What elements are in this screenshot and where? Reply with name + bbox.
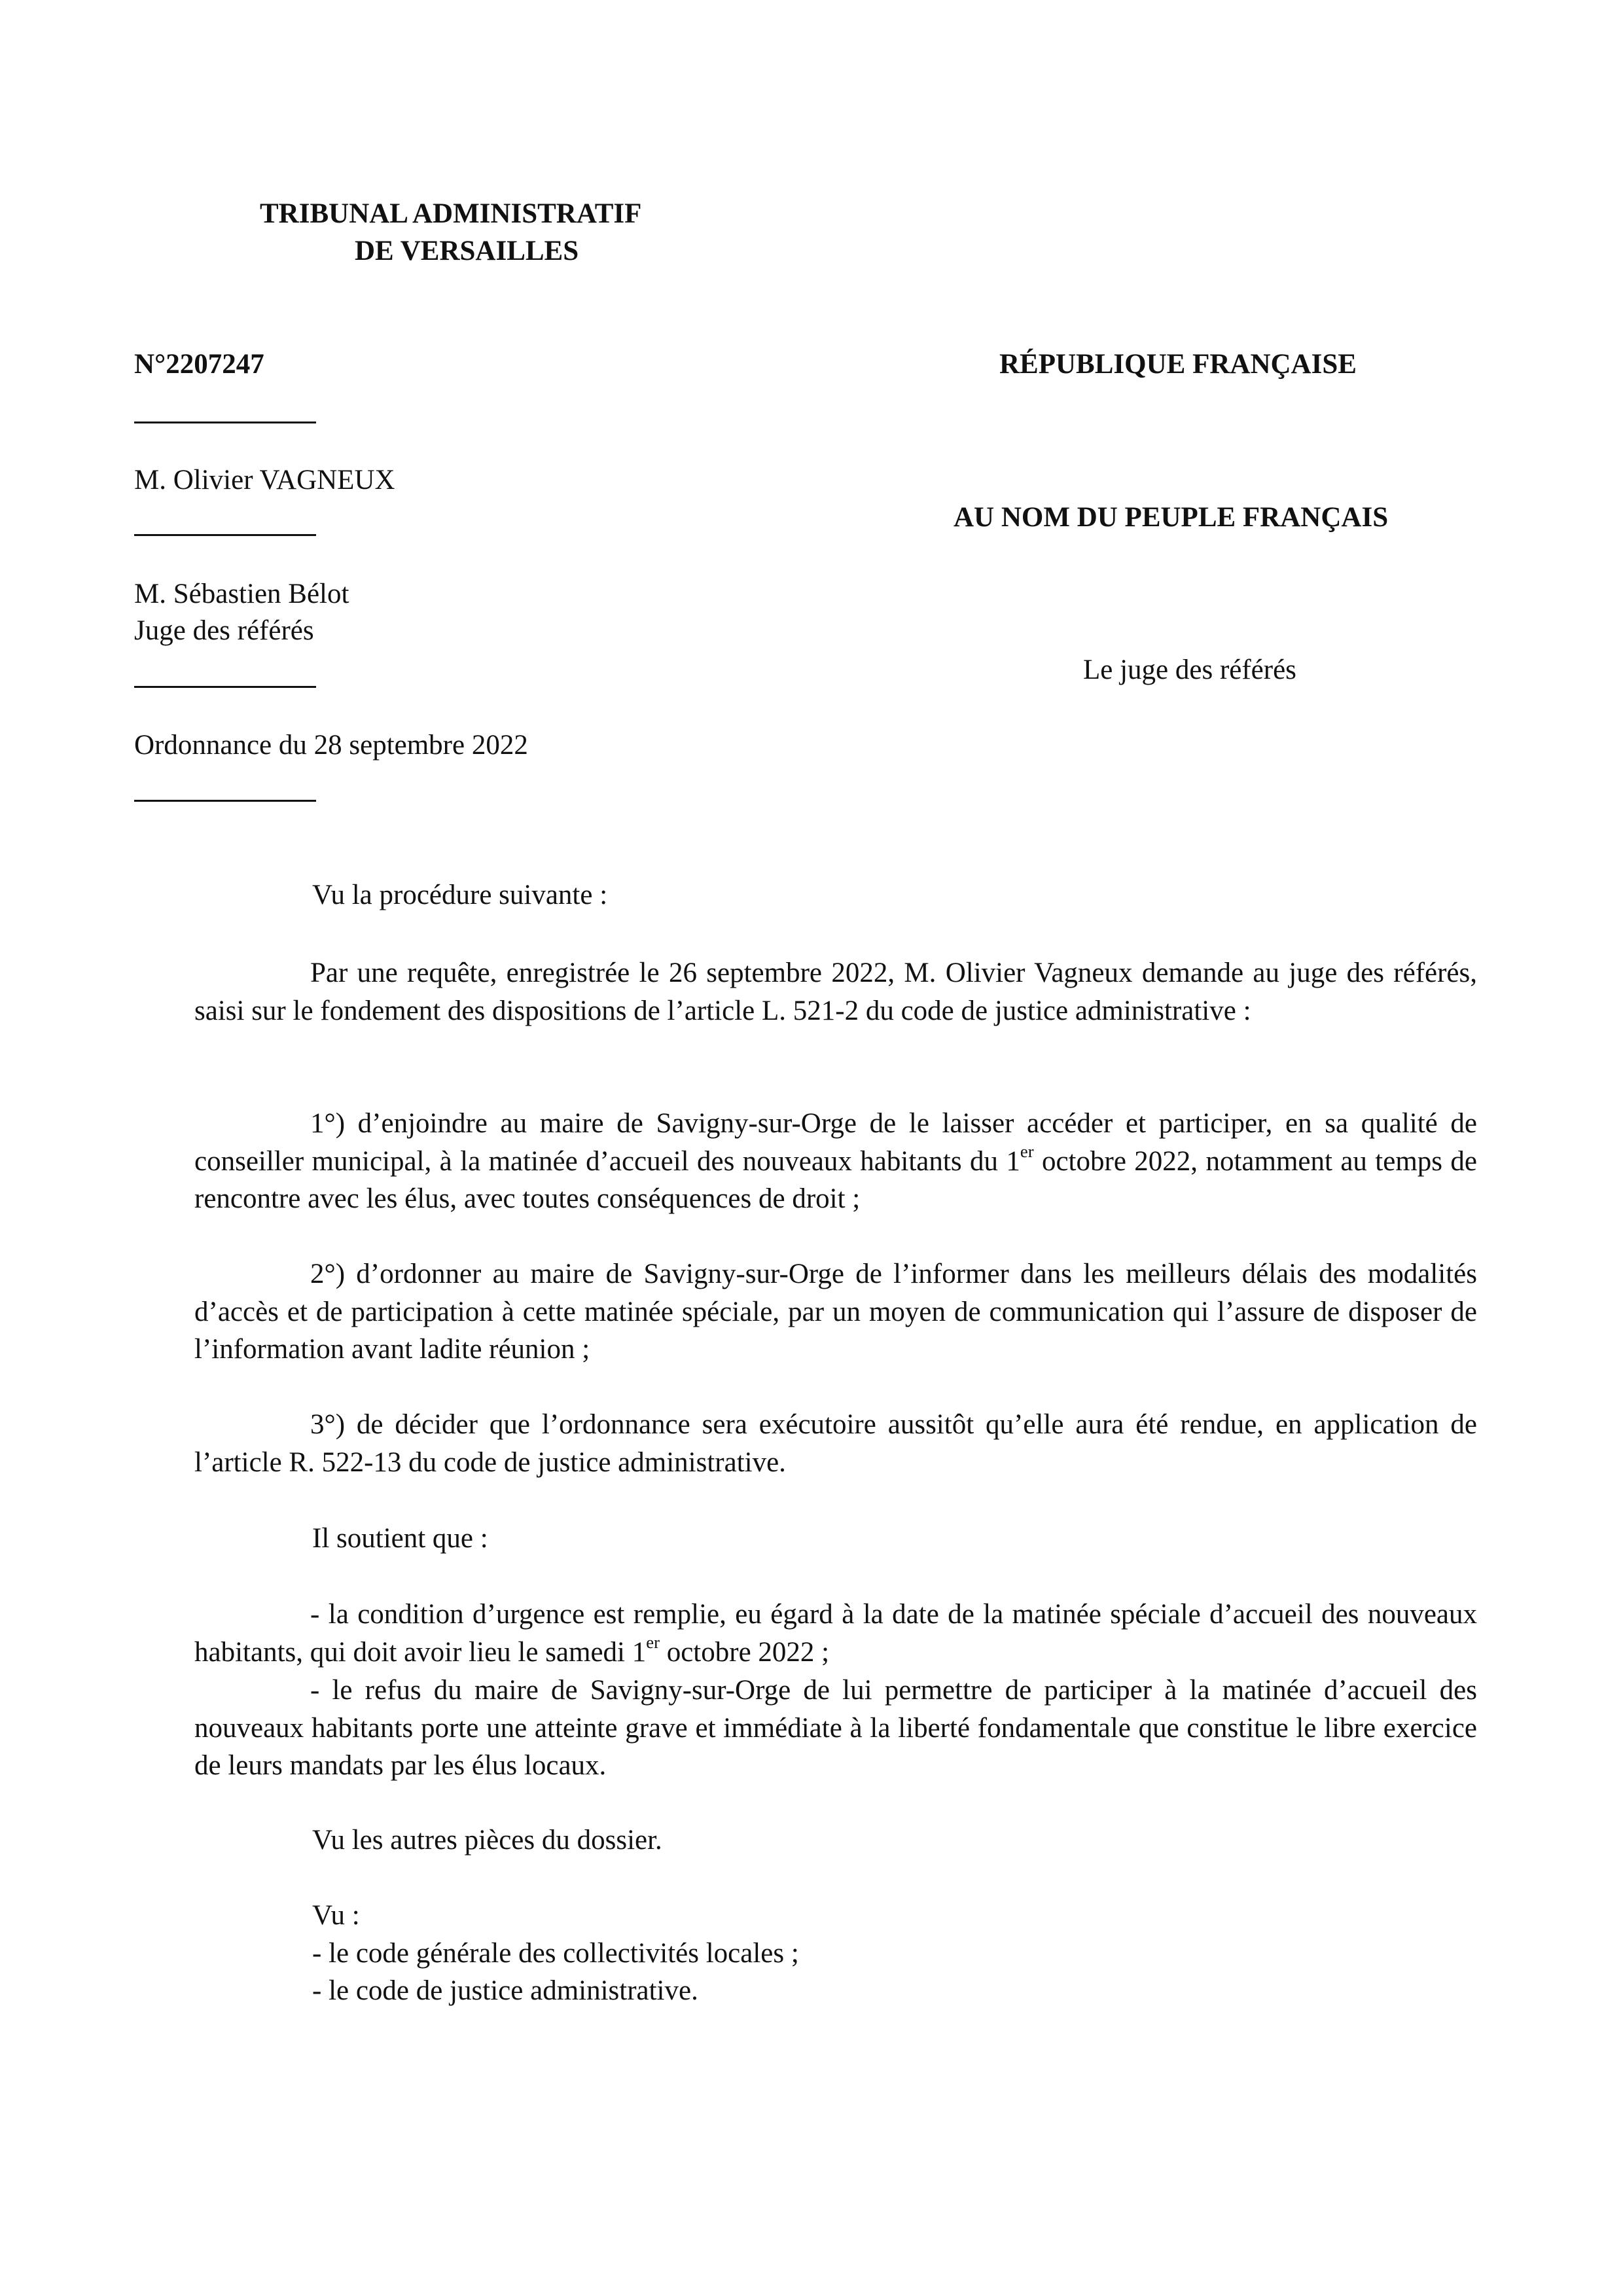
court-name-line1: TRIBUNAL ADMINISTRATIF (260, 198, 642, 229)
argument-1-superscript: er (646, 1632, 660, 1652)
separator-rule (134, 534, 316, 536)
argument-1-rest: octobre 2022 ; (659, 1636, 830, 1668)
point-1-superscript: er (1020, 1141, 1034, 1161)
requete-text: Par une requête, enregistrée le 26 septembre 2022, M. Olivier Vagneux demande au juge des référés, saisi sur le fondement des dispositions de l’article L. 521-2 du code de justice administrative : (194, 958, 1477, 1026)
separator-rule (134, 686, 316, 688)
separator-rule (134, 800, 316, 802)
point-1-paragraph (194, 1105, 1477, 1218)
vu-item: - le code générale des collectivités locales ; (312, 1938, 799, 1969)
argument-2-text: - le refus du maire de Savigny-sur-Orge de lui permettre de participer à la matinée d’accueil des nouveaux habitants porte une atteinte grave et immédiate à la liberté fondamentale que constitue le libre exercice de leurs mandats par les élus locaux. (194, 1675, 1477, 1781)
point-1-main: 1°) d’enjoindre au maire de Savigny-sur-Orge de le laisser accéder et participer, en sa qualité de conseiller municipal, à la matinée d’accueil des nouveaux habitants du 1 (194, 1108, 1477, 1177)
point-1-text (194, 1105, 1477, 1218)
argument-1-text (194, 1596, 1477, 1671)
judge-role: Juge des référés (134, 615, 314, 646)
soutient-heading: Il soutient que : (312, 1523, 488, 1554)
republic-heading: RÉPUBLIQUE FRANÇAISE (999, 349, 1357, 380)
argument-2-paragraph (194, 1672, 1477, 1785)
separator-rule (134, 422, 316, 423)
judge-name: M. Sébastien Bélot (134, 579, 349, 609)
vu-item: - le code de justice administrative. (312, 1975, 698, 2006)
vu-label: Vu : (312, 1900, 360, 1931)
judge-title-right: Le juge des référés (1083, 655, 1296, 685)
argument-1-main: - la condition d’urgence est remplie, eu égard à la date de la matinée spéciale d’accueil des nouveaux habitants, qui doit avoir lieu le samedi 1 (194, 1599, 1477, 1668)
autres-pieces: Vu les autres pièces du dossier. (312, 1825, 662, 1856)
order-date: Ordonnance du 28 septembre 2022 (134, 730, 528, 761)
point-1-rest: octobre 2022, notamment au temps de rencontre avec les élus, avec toutes conséquences de droit ; (194, 1145, 1477, 1214)
requete-paragraph (194, 954, 1477, 1030)
point-3-paragraph (194, 1406, 1477, 1481)
applicant-name: M. Olivier VAGNEUX (134, 465, 395, 495)
argument-1-paragraph (194, 1596, 1477, 1671)
point-2-paragraph (194, 1255, 1477, 1369)
vu-procedure: Vu la procédure suivante : (312, 880, 608, 910)
case-number: N°2207247 (134, 349, 264, 380)
point-2-text: 2°) d’ordonner au maire de Savigny-sur-Orge de l’informer dans les meilleurs délais des modalités d’accès et de participation à cette matinée spéciale, par un moyen de communication qui l’assure de disposer de l’information avant ladite réunion ; (194, 1259, 1477, 1365)
in-name-heading: AU NOM DU PEUPLE FRANÇAIS (954, 502, 1389, 533)
point-3-text: 3°) de décider que l’ordonnance sera exécutoire aussitôt qu’elle aura été rendue, en application de l’article R. 522-13 du code de justice administrative. (194, 1409, 1477, 1478)
court-name-line2: DE VERSAILLES (355, 236, 579, 266)
